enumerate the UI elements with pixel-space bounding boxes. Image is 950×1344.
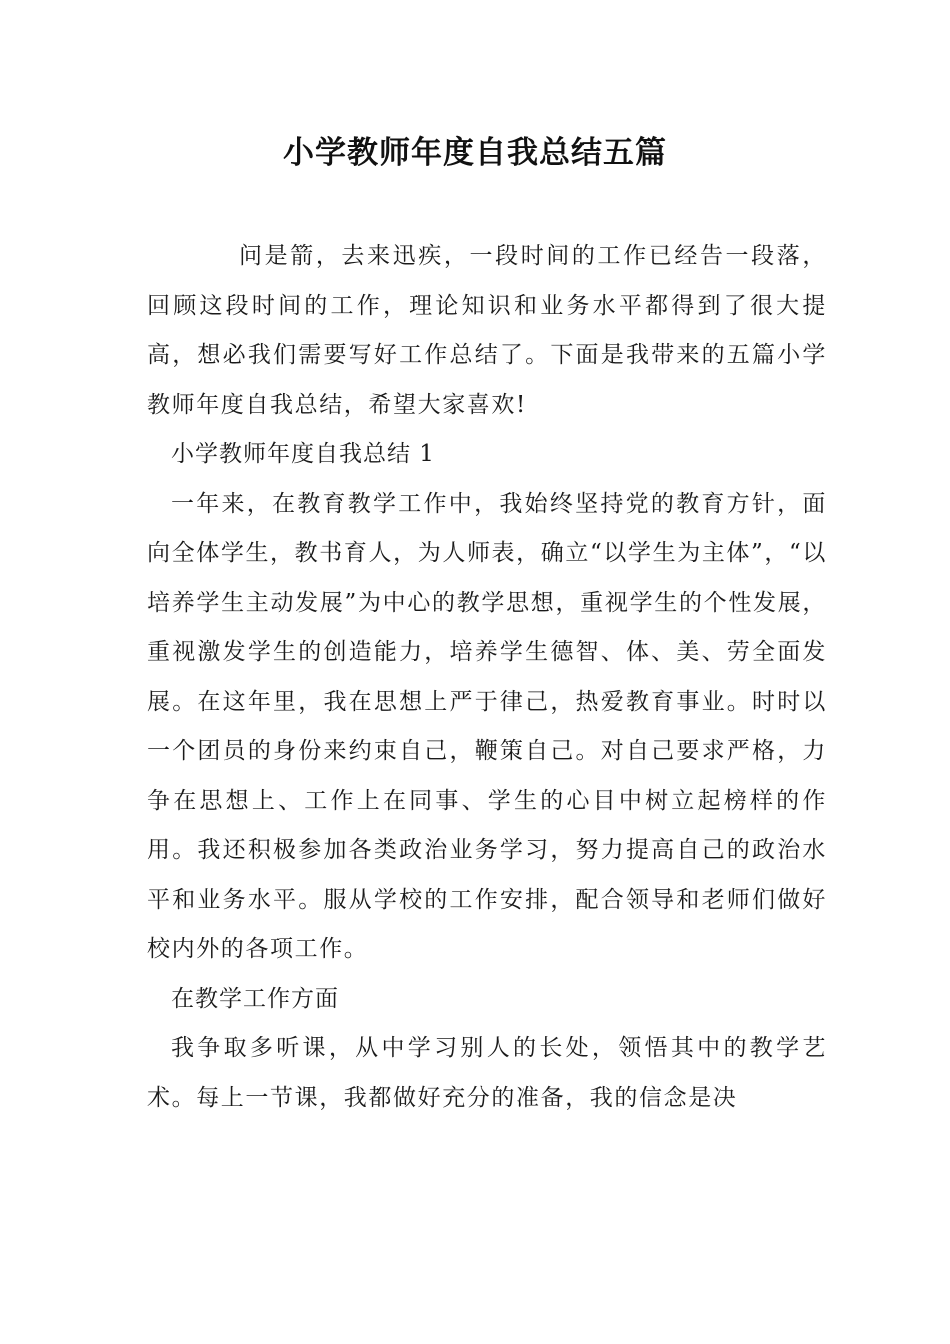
document-body: [147, 232, 827, 1123]
body-paragraph: 一年来，在教育教学工作中，我始终坚持党的教育方针，面向全体学生，教书育人，为人师表，确立“以学生为主体”，“以培养学生主动发展”为中心的教学思想，重视学生的个性发展，重视激发学生的创造能力，培养学生德智、体、美、劳全面发展。在这年里，我在思想上严于律己，热爱教育事业。时时以一个团员的身份来约束自己，鞭策自己。对自己要求严格，力争在思想上、工作上在同事、学生的心目中树立起榜样的作用。我还积极参加各类政治业务学习，努力提高自己的政治水平和业务水平。服从学校的工作安排，配合领导和老师们做好校内外的各项工作。: [147, 490, 827, 962]
section-heading: 小学教师年度自我总结 1: [171, 441, 435, 467]
subsection-heading: 在教学工作方面: [171, 985, 339, 1012]
intro-paragraph: 问是箭，去来迅疾，一段时间的工作已经告一段落，回顾这段时间的工作，理论知识和业务水平都得到了很大提高，想必我们需要写好工作总结了。下面是我带来的五篇小学教师年度自我总结，希望大家喜欢!: [147, 243, 827, 418]
document-title: 小学教师年度自我总结五篇: [283, 135, 667, 171]
body-paragraph-continued: 我争取多听课，从中学习别人的长处，领悟其中的教学艺术。每上一节课，我都做好充分的准备，我的信念是决: [147, 1035, 827, 1111]
